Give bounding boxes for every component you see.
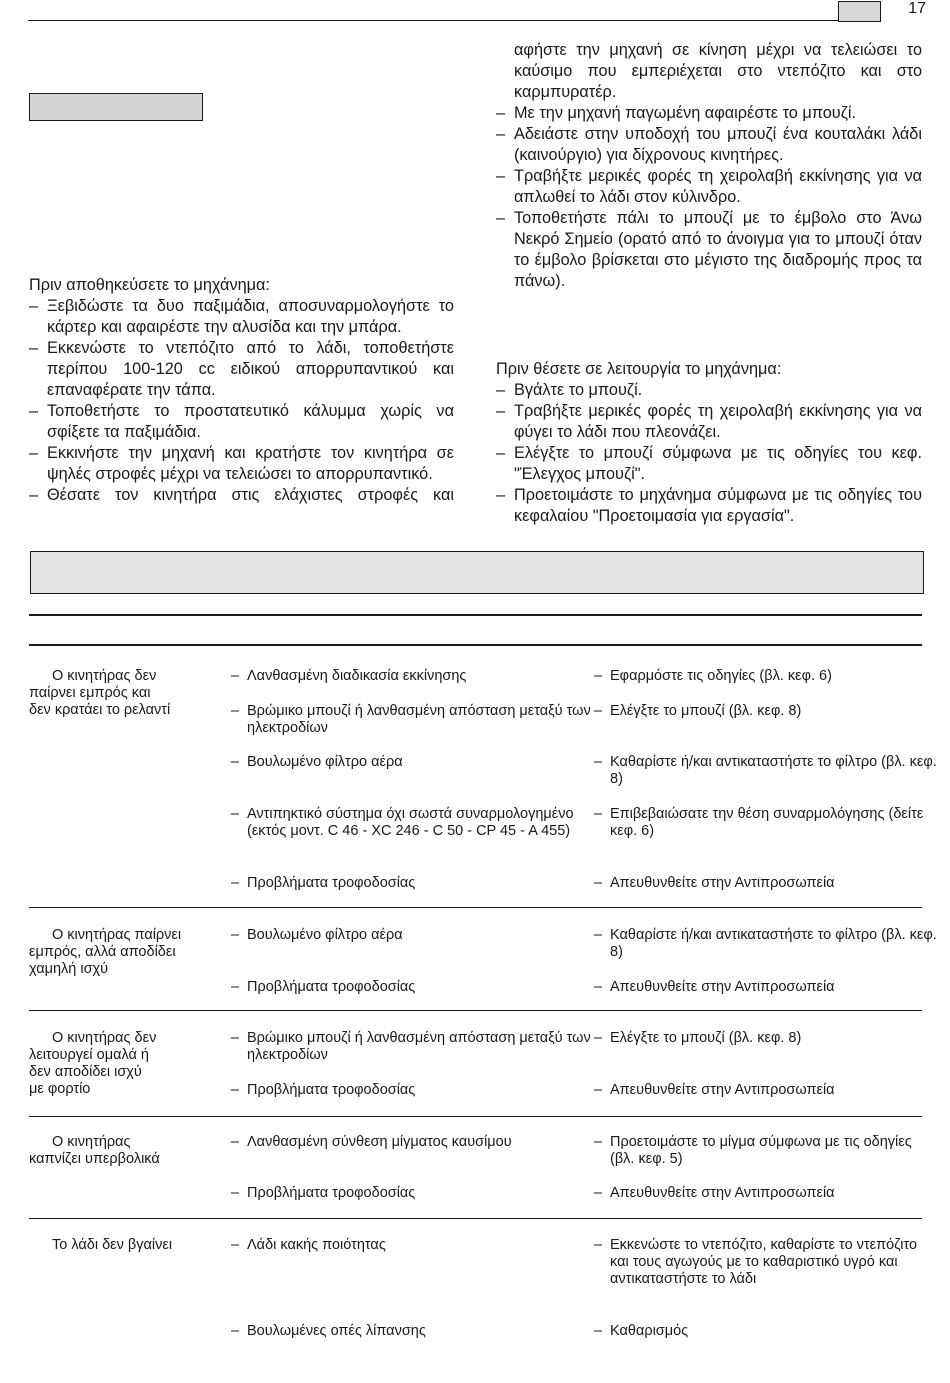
restart-list (496, 380, 922, 527)
remedy-cell: – Απευθυνθείτε στην Αντιπροσωπεία (594, 875, 835, 891)
cause-cell: – Βουλωμένο φίλτρο αέρα (231, 754, 403, 770)
remedy-cell: – Εφαρμόστε τις οδηγίες (βλ. κεφ. 6) (594, 668, 832, 684)
cause-cell: – Προβλήματα τροφοδοσίας (231, 1185, 416, 1201)
cause-cell: – Λάδι κακής ποιότητας (231, 1237, 386, 1253)
remedy-cell: – Απευθυνθείτε στην Αντιπροσωπεία (594, 1082, 835, 1098)
symptom-cell: Ο κινητήρας δεν λειτουργεί ομαλά ή δεν αποδίδει ισχύ με φορτίο (29, 1030, 157, 1097)
symptom-cell: Ο κινητήρας παίρνει εμπρός, αλλά αποδίδει χαμηλή ισχύ (29, 927, 182, 977)
symptom-cell: Το λάδι δεν βγαίνει (52, 1237, 173, 1253)
remedy-cell: – Εκκενώστε το ντεπόζιτο, καθαρίστε το ντεπόζιτο και τους αγωγούς με το καθαριστικό υγρό και αντικαταστήστε το λάδι (594, 1237, 918, 1287)
list-item: – Εκκινήστε την μηχανή και κρατήστε τον κινητήρα σε ψηλές στροφές μέχρι να τελειώσει το απορρυπαντικό. (29, 444, 454, 483)
table-group (29, 927, 937, 1011)
table-group (29, 1030, 922, 1117)
storage-intro: Πριν αποθηκεύσετε το μηχάνημα: (29, 276, 270, 294)
storage-list-continued (496, 103, 922, 292)
table-group (29, 1134, 922, 1219)
table-group (29, 668, 937, 908)
remedy-cell: – Προετοιμάστε το μίγμα σύμφωνα με τις οδηγίες (βλ. κεφ. 5) (594, 1134, 912, 1167)
remedy-cell: – Καθαρίστε ή/και αντικαταστήστε το φίλτρο (βλ. κεφ. 8) (594, 754, 937, 787)
cause-cell: – Λανθασμένη σύνθεση μίγματος καυσίμου (231, 1134, 512, 1150)
list-item: – Εκκενώστε το ντεπόζιτο από το λάδι, τοποθετήστε περίπου 100-120 cc ειδικού απορρυπαντικού και επαναφέρατε την τάπα. (29, 339, 454, 399)
remedy-cell: – Καθαρισμός (594, 1323, 689, 1339)
list-item: – Βγάλτε το μπουζί. (496, 381, 643, 399)
cause-cell: – Βρώμικο μπουζί ή λανθασμένη απόσταση μεταξύ των ηλεκτροδίων (231, 703, 591, 736)
table-header-rule-bottom (29, 644, 922, 646)
list-item: – Τραβήξτε μερικές φορές τη χειρολαβή εκκίνησης για να φύγει το λάδι που πλεονάζει. (496, 402, 922, 441)
section-banner (30, 551, 924, 594)
list-item: – Τραβήξτε μερικές φορές τη χειρολαβή εκκίνησης για να απλωθεί το λάδι στον κύλινδρο. (496, 167, 922, 206)
section-heading-box (29, 93, 203, 121)
header-rule (28, 20, 838, 21)
remedy-cell: – Ελέγξτε το μπουζί (βλ. κεφ. 8) (594, 703, 802, 719)
list-item: – Αδειάστε στην υποδοχή του μπουζί ένα κουταλάκι λάδι (καινούργιο) για δίχρονους κινητήρες. (496, 125, 922, 164)
list-item: – Προετοιμάστε το μηχάνημα σύμφωνα με τις οδηγίες του κεφαλαίου "Προετοιμασία για εργασία". (496, 486, 922, 525)
list-item: – Ξεβιδώστε τα δυο παξιμάδια, αποσυναρμολογήστε το κάρτερ και αφαιρέστε την αλυσίδα και την μπάρα. (29, 297, 454, 336)
remedy-cell: – Απευθυνθείτε στην Αντιπροσωπεία (594, 1185, 835, 1201)
list-item: – Με την μηχανή παγωμένη αφαιρέστε το μπουζί. (496, 104, 857, 122)
cause-cell: – Προβλήματα τροφοδοσίας (231, 979, 416, 995)
list-item: – Θέσατε τον κινητήρα στις ελάχιστες στροφές και (29, 486, 454, 504)
symptom-cell: Ο κινητήρας καπνίζει υπερβολικά (29, 1134, 160, 1167)
cause-cell: – Αντιπηκτικό σύστημα όχι σωστά συναρμολογημένο (εκτός μοντ. C 46 - XC 246 - C 50 - CP 45 - A 455) (231, 806, 574, 839)
restart-instructions (496, 359, 922, 527)
remedy-cell: – Απευθυνθείτε στην Αντιπροσωπεία (594, 979, 835, 995)
storage-continuation: αφήστε την μηχανή σε κίνηση μέχρι να τελειώσει το καύσιμο που εμπεριέχεται στο ντεπόζιτο και στο καρμπυρατέρ. (514, 41, 922, 101)
page-number: 17 (908, 0, 926, 17)
storage-instructions-continued (496, 40, 922, 292)
restart-intro: Πριν θέσετε σε λειτουργία το μηχάνημα: (496, 360, 782, 378)
remedy-cell: – Επιβεβαιώσατε την θέση συναρμολόγησης (δείτε κεφ. 6) (594, 806, 924, 839)
table-header-rule-top (29, 614, 922, 616)
symptom-cell: Ο κινητήρας δεν παίρνει εμπρός και δεν κρατάει το ρελαντί (29, 668, 171, 718)
table-group (29, 1237, 922, 1347)
cause-cell: – Προβλήματα τροφοδοσίας (231, 875, 416, 891)
list-item: – Τοποθετήστε πάλι το μπουζί με το έμβολο στο Άνω Νεκρό Σημείο (ορατό από το άνοιγμα για το μπουζί όταν το έμβολο βρίσκεται στο μέγιστο της διαδρομής προς τα πάνω). (496, 209, 922, 290)
remedy-cell: – Ελέγξτε το μπουζί (βλ. κεφ. 8) (594, 1030, 802, 1046)
storage-list (29, 296, 454, 506)
cause-cell: – Βουλωμένο φίλτρο αέρα (231, 927, 403, 943)
cause-cell: – Βουλωμένες οπές λίπανσης (231, 1323, 426, 1339)
page-tab (838, 1, 881, 22)
cause-cell: – Λανθασμένη διαδικασία εκκίνησης (231, 668, 467, 684)
cause-cell: – Προβλήματα τροφοδοσίας (231, 1082, 416, 1098)
cause-cell: – Βρώμικο μπουζί ή λανθασμένη απόσταση μεταξύ των ηλεκτροδίων (231, 1030, 591, 1063)
storage-instructions (29, 275, 454, 506)
list-item: – Ελέγξτε το μπουζί σύμφωνα με τις οδηγίες του κεφ. "Έλεγχος μπουζί". (496, 444, 922, 483)
list-item: – Τοποθετήστε το προστατευτικό κάλυμμα χωρίς να σφίξετε τα παξιμάδια. (29, 402, 454, 441)
remedy-cell: – Καθαρίστε ή/και αντικαταστήστε το φίλτρο (βλ. κεφ. 8) (594, 927, 937, 960)
